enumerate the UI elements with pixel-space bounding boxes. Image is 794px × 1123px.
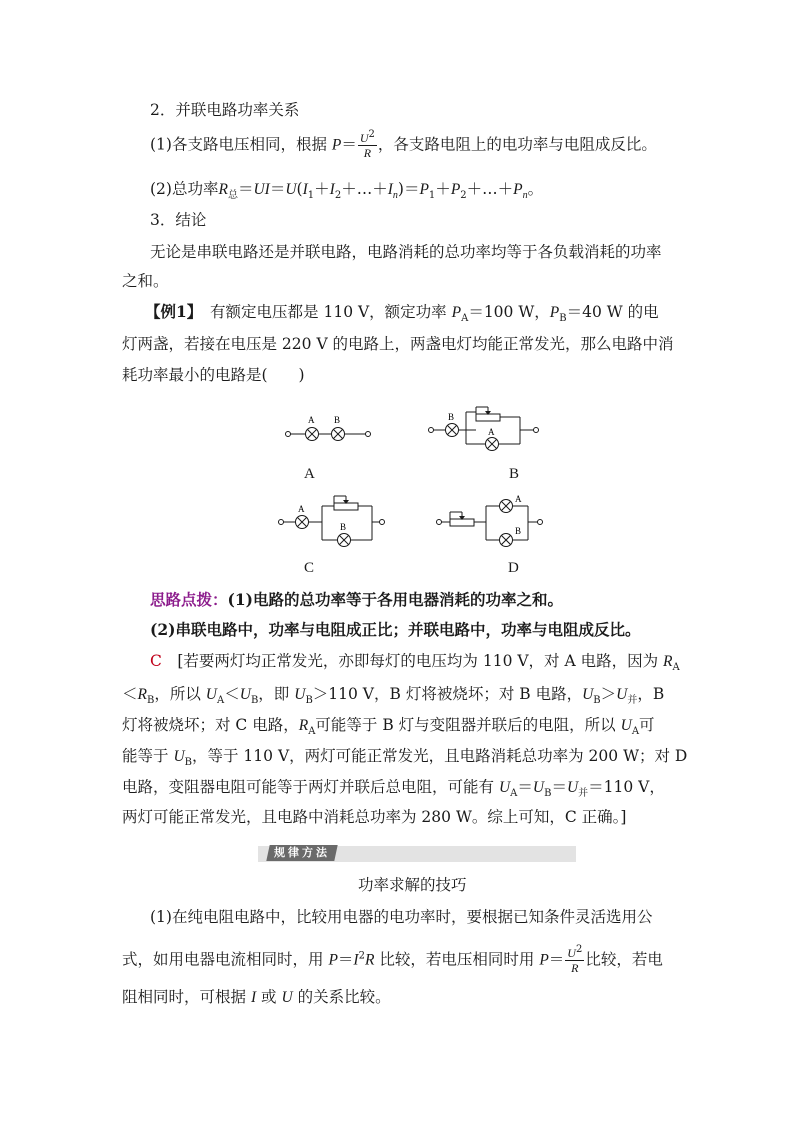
circuit-a-label-b: B xyxy=(334,415,341,425)
rheostat-icon xyxy=(476,407,500,421)
circuit-a-label-a: A xyxy=(308,415,315,425)
circuit-b-label-a: A xyxy=(488,427,495,437)
circuit-label-a: A xyxy=(304,466,315,482)
method-banner-tag: 规律方法 xyxy=(266,845,337,861)
example-tag: 【例1】 xyxy=(145,302,195,321)
parallel-voltage-paragraph: (1)各支路电压相同，根据 P＝ $\frac{U^2}{R}$ ，各支路电阻上的电功率与电阻成反比。 xyxy=(150,129,657,160)
answer-line-6: 两灯可能正常发光，且电路中消耗总功率为 280 W。综上可知，C 正确。] xyxy=(122,808,627,826)
section-3-heading: 3．结论 xyxy=(150,211,207,229)
method-line-3: 阻相同时，可根据 I 或 U 的关系比较。 xyxy=(122,988,391,1006)
method-line-1: (1)在纯电阻电路中，比较用电器的电功率时，要根据已知条件灵活选用公 xyxy=(150,908,653,926)
lamp-a-icon xyxy=(500,500,513,513)
circuit-diagram-b xyxy=(426,404,542,456)
example-line-2: 灯两盏，若接在电压是 220 V 的电路上，两盏电灯均能正常发光，那么电路中消 xyxy=(122,335,674,353)
example-line-1: 【例1】 有额定电压都是 110 V，额定功率 $P_A=100$ W，$P_B=40$ W 的电 xyxy=(145,302,659,325)
answer-line-1: C [若要两灯均正常发光，亦即每灯的电压均为 110 V，对 A 电路，因为 $R_A$ xyxy=(150,652,680,674)
lamp-b-icon xyxy=(338,534,351,547)
lamp-a-icon xyxy=(486,438,499,451)
power-formula-fraction: $\frac{U^2}{R}$ xyxy=(359,129,375,160)
circuit-label-c: C xyxy=(304,560,315,576)
rheostat-icon xyxy=(450,512,474,526)
total-power-formula: (2)总功率$R_总=UI=U(I_1+I_2+\dots+I_n)=P_1+P_2+\dots+P_n$。 xyxy=(150,180,544,202)
example-line-3: 耗功率最小的电路是( ) xyxy=(122,366,305,384)
circuit-label-d: D xyxy=(508,560,519,576)
hint-line-2: (2)串联电路中，功率与电阻成正比；并联电路中，功率与电阻成反比。 xyxy=(150,620,641,639)
circuit-d-label-a: A xyxy=(515,494,522,504)
method-title: 功率求解的技巧 xyxy=(358,876,467,894)
voltage-power-fraction: $\frac{U^2}{R}$ xyxy=(567,944,583,975)
circuit-c-label-b: B xyxy=(340,522,347,532)
conclusion-line-1: 无论是串联电路还是并联电路，电路消耗的总功率均等于各负载消耗的功率 xyxy=(150,243,662,261)
circuit-diagram-a xyxy=(282,412,374,446)
answer-line-2: $<R_B$，所以 $U_A<U_B$，即 $U_B>110$ V，B 灯将被烧坏；对 B 电路，$U_B>U_并$，B xyxy=(122,685,665,707)
circuit-label-b: B xyxy=(509,466,520,482)
answer-line-5: 电路，变阻器电阻可能等于两灯并联后总电阻，可能有 $U_A=U_B=U_并=110$ V， xyxy=(122,778,665,800)
lamp-b-icon xyxy=(332,428,345,441)
method-line-2: 式，如用电器电流相同时，用 $P=I^2R$ 比较，若电压相同时用 P＝ $\frac{U^2}{R}$ 比较，若电 xyxy=(122,944,663,975)
circuit-diagram-c xyxy=(276,494,386,552)
lamp-a-icon xyxy=(306,428,319,441)
circuit-b-label-b: B xyxy=(448,412,455,422)
section-2-heading: 2．并联电路功率关系 xyxy=(150,101,300,119)
circuit-c-label-a: A xyxy=(298,504,305,514)
answer-line-3: 灯将被烧坏；对 C 电路，$R_A$可能等于 B 灯与变阻器并联后的电阻，所以 $U_A$可 xyxy=(122,716,655,738)
circuit-diagram-d xyxy=(434,494,546,552)
hint-label: 思路点拨： xyxy=(150,590,228,609)
answer-line-4: 能等于 $U_B$，等于 110 V，两灯可能正常发光，且电路消耗总功率为 200 W；对 D xyxy=(122,747,688,769)
rheostat-icon xyxy=(334,496,358,510)
hint-line-1: 思路点拨：(1)电路的总功率等于各用电器消耗的功率之和。 xyxy=(150,590,563,609)
circuit-d-label-b: B xyxy=(515,526,522,536)
lamp-b-icon xyxy=(446,424,459,437)
lamp-a-icon xyxy=(296,516,309,529)
conclusion-line-2: 之和。 xyxy=(122,272,169,290)
answer-choice: C xyxy=(150,652,162,670)
lamp-b-icon xyxy=(500,534,513,547)
